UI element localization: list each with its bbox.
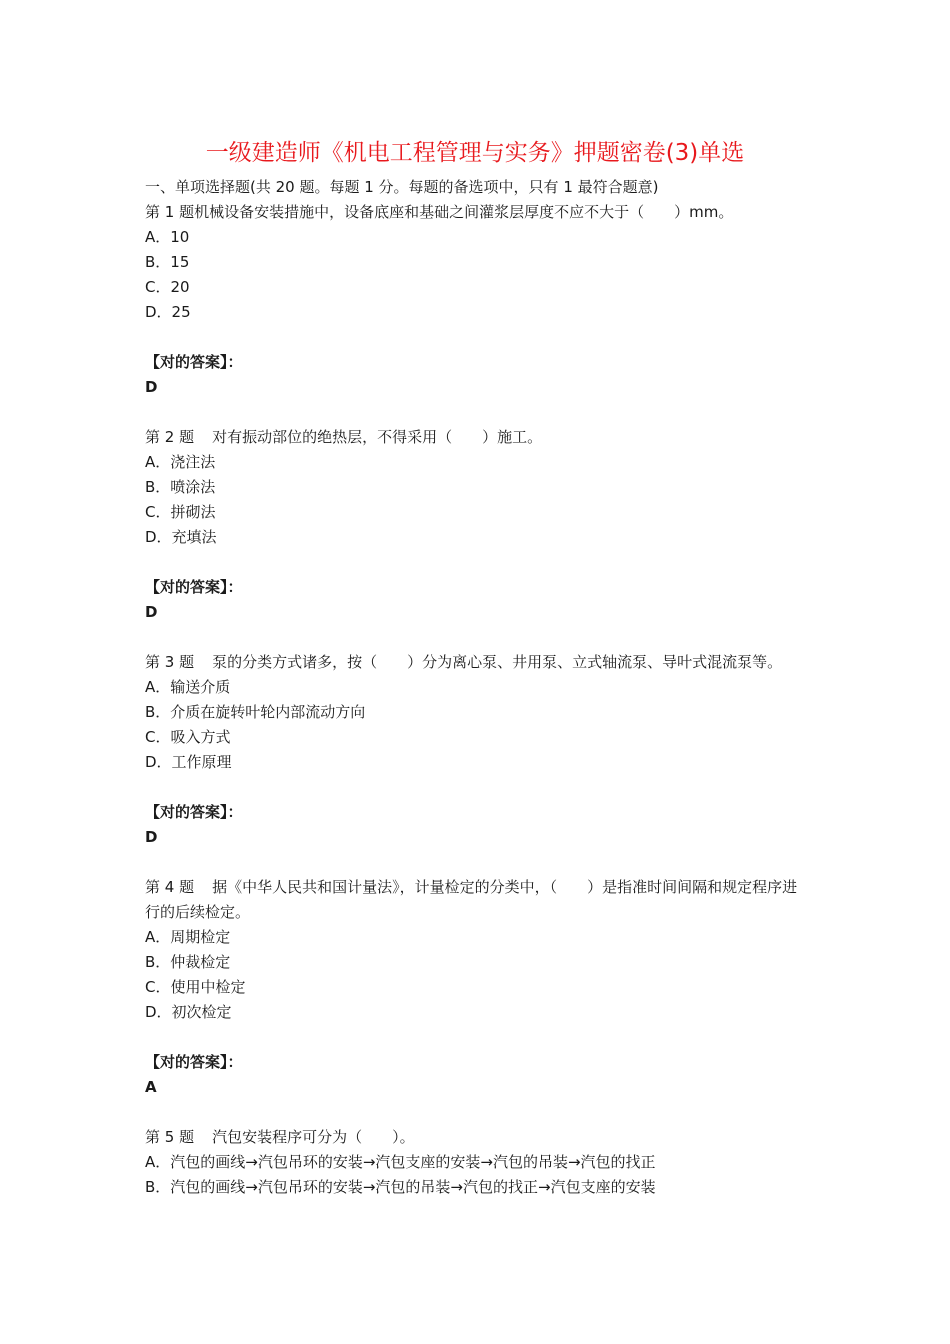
question-2-option-b: B．喷涂法: [145, 478, 216, 496]
question-2-stem: 对有振动部位的绝热层，不得采用（ ）施工。: [212, 428, 543, 446]
document-title: 一级建造师《机电工程管理与实务》押题密卷(3)单选: [205, 140, 745, 166]
question-2-option-d: D．充填法: [145, 528, 217, 546]
spacer: [145, 1025, 805, 1050]
spacer: [145, 1100, 805, 1125]
spacer: [145, 325, 805, 350]
question-3-stem: 泵的分类方式诸多，按（ ）分为离心泵、井用泵、立式轴流泵、导叶式混流泵等。: [212, 653, 783, 671]
question-3-text: [145, 650, 805, 675]
question-3: [145, 650, 805, 875]
question-5-option-a: A．汽包的画线→汽包吊环的安装→汽包支座的安装→汽包的吊装→汽包的找正: [145, 1153, 656, 1171]
spacer: [145, 625, 805, 650]
question-3-answer-label: 【对的答案】：: [145, 803, 243, 821]
question-1-number: 第 1 题: [145, 203, 195, 221]
spacer: [145, 850, 805, 875]
question-3-option-b: B．介质在旋转叶轮内部流动方向: [145, 703, 366, 721]
question-1-answer-label: 【对的答案】：: [145, 353, 243, 371]
question-4-option-c: C．使用中检定: [145, 978, 246, 996]
question-2-option-a: A．浇注法: [145, 453, 216, 471]
question-4-text: [145, 875, 805, 925]
question-4-option-b: B．仲裁检定: [145, 953, 231, 971]
question-2-number: 第 2 题: [145, 428, 195, 446]
question-3-option-d: D．工作原理: [145, 753, 232, 771]
question-4-option-d: D．初次检定: [145, 1003, 232, 1021]
question-1-stem: 机械设备安装措施中，设备底座和基础之间灌浆层厚度不应不大于（ ）mm。: [194, 203, 734, 221]
question-2-answer-label: 【对的答案】：: [145, 578, 243, 596]
question-4-answer: A: [145, 1078, 157, 1096]
question-4-stem: 据《中华人民共和国计量法》，计量检定的分类中，（ ）是指准时间间隔和规定程序进行的后续检定。: [145, 878, 798, 921]
section-header: 一、单项选择题(共 20 题。每题 1 分。每题的备选项中，只有 1 最符合题意): [145, 178, 659, 196]
question-4: [145, 875, 805, 1125]
document-body: [145, 175, 805, 1200]
question-5: [145, 1125, 805, 1200]
question-4-answer-label: 【对的答案】：: [145, 1053, 243, 1071]
spacer: [145, 400, 805, 425]
question-2-text: [145, 425, 805, 450]
question-5-stem: 汽包安装程序可分为（ ）。: [212, 1128, 415, 1146]
question-1-text: [145, 200, 805, 225]
question-1-option-b: B．15: [145, 253, 190, 271]
question-4-option-a: A．周期检定: [145, 928, 231, 946]
spacer: [145, 775, 805, 800]
question-3-option-c: C．吸入方式: [145, 728, 231, 746]
question-1-answer: D: [145, 378, 158, 396]
question-1-option-a: A．10: [145, 228, 190, 246]
question-5-text: [145, 1125, 805, 1150]
question-1-option-c: C．20: [145, 278, 190, 296]
question-1: [145, 200, 805, 425]
question-3-option-a: A．输送介质: [145, 678, 231, 696]
question-2: [145, 425, 805, 650]
question-2-option-c: C．拼砌法: [145, 503, 216, 521]
question-3-answer: D: [145, 828, 158, 846]
question-5-option-b: B．汽包的画线→汽包吊环的安装→汽包的吊装→汽包的找正→汽包支座的安装: [145, 1178, 656, 1196]
question-4-number: 第 4 题: [145, 878, 195, 896]
question-3-number: 第 3 题: [145, 653, 195, 671]
spacer: [145, 550, 805, 575]
question-1-option-d: D．25: [145, 303, 191, 321]
question-5-number: 第 5 题: [145, 1128, 195, 1146]
question-2-answer: D: [145, 603, 158, 621]
